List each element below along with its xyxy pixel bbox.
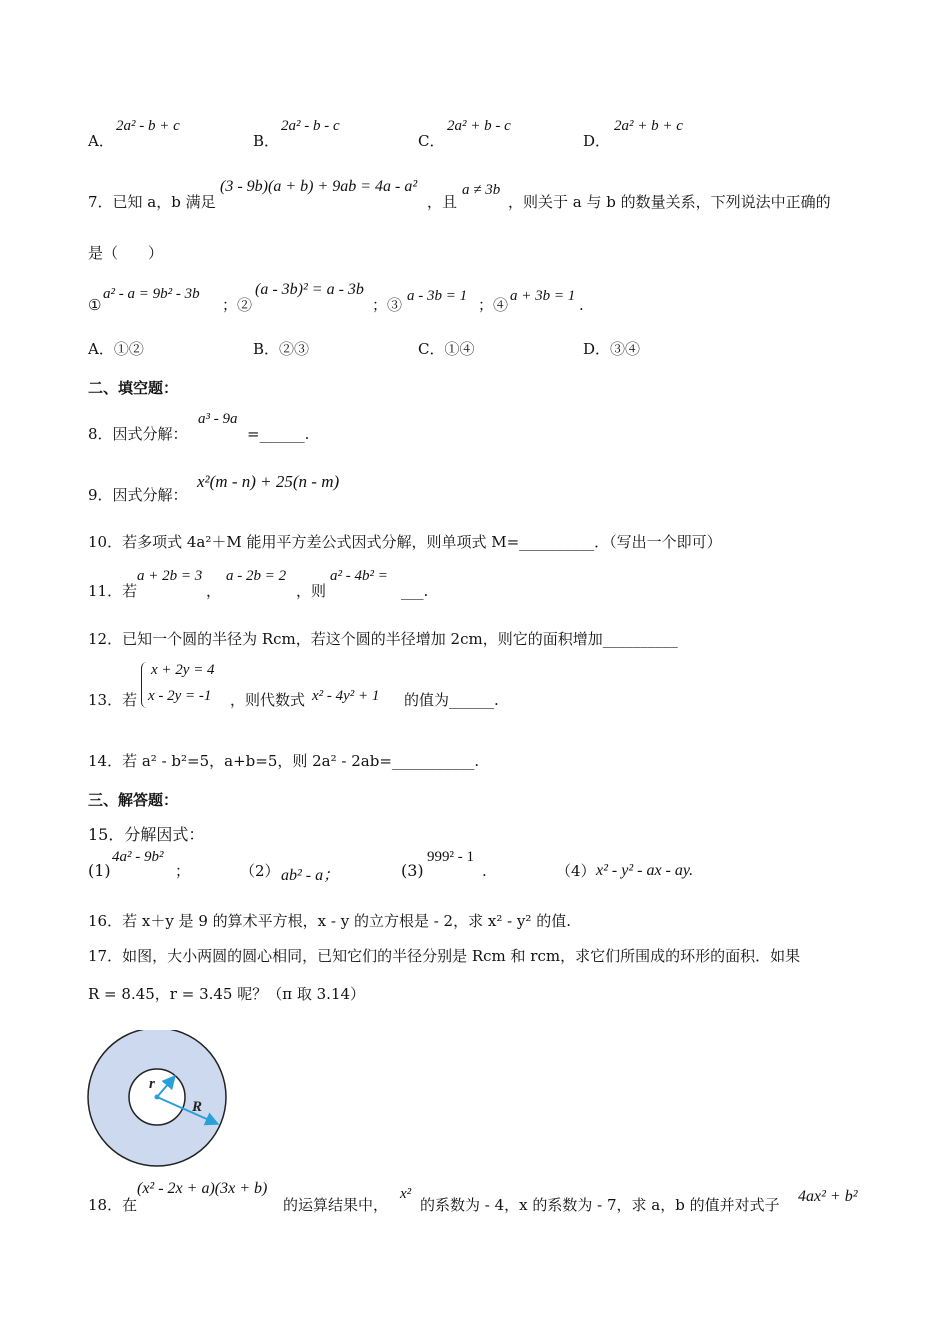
q15-part-2: ab² - a； bbox=[281, 867, 340, 884]
q7-option-d: D．③④ bbox=[583, 340, 641, 358]
q13-expression: x² - 4y² + 1 bbox=[312, 688, 380, 704]
q7-statement-2: (a - 3b)² = a - 3b bbox=[255, 281, 364, 298]
q18-x-squared: x² bbox=[400, 1186, 412, 1202]
section-2-heading: 二、填空题： bbox=[88, 379, 179, 397]
q7-s1-mark: ① bbox=[88, 296, 102, 314]
q15-part-4-label: （4） bbox=[556, 862, 596, 880]
q10-text: 10．若多项式 4a²＋M 能用平方差公式因式分解，则单项式 M=__________．（写出一个即可） bbox=[88, 533, 722, 551]
q11-prefix: 11．若 bbox=[88, 582, 138, 600]
q7-prefix: 7．已知 a，b 满足 bbox=[88, 193, 216, 211]
q15-part-4: x² - y² - ax - ay. bbox=[596, 862, 694, 879]
q7-s2-mark: ；② bbox=[222, 296, 253, 314]
q8-prefix: 8．因式分解： bbox=[88, 425, 188, 443]
q13-suffix: 的值为______. bbox=[404, 691, 499, 709]
q17-line-1: 17．如图，大小两圆的圆心相同，已知它们的半径分别是 Rcm 和 rcm，求它们所围成的环形的面积．如果 bbox=[88, 947, 801, 965]
label-r: r bbox=[149, 1076, 155, 1092]
q6-option-d-label: D． bbox=[583, 132, 611, 150]
q11-sep-1: ， bbox=[206, 582, 222, 600]
q7-suffix: ，则关于 a 与 b 的数量关系，下列说法中正确的 bbox=[508, 193, 831, 211]
q8-suffix: =______. bbox=[247, 425, 310, 443]
q7-option-c: C．①④ bbox=[418, 340, 475, 358]
q14-text: 14．若 a² - b²=5，a+b=5，则 2a² - 2ab=___________. bbox=[88, 752, 480, 770]
q9-prefix: 9．因式分解： bbox=[88, 486, 188, 504]
q11-equation-1: a + 2b = 3 bbox=[137, 568, 203, 584]
q6-option-b: 2a² - b - c bbox=[281, 118, 340, 134]
q11-suffix: ___. bbox=[401, 582, 429, 600]
q11-expression: a² - 4b² = bbox=[330, 568, 388, 584]
q11-equation-2: a - 2b = 2 bbox=[226, 568, 287, 584]
q15-part-3-end: . bbox=[482, 862, 487, 880]
q7-mid: ，且 bbox=[427, 193, 458, 211]
q7-option-b: B．②③ bbox=[253, 340, 310, 358]
q15-part-3: 999² - 1 bbox=[427, 849, 474, 865]
q7-statement-4: a + 3b = 1 bbox=[510, 288, 576, 304]
q7-condition: (3 - 9b)(a + b) + 9ab = 4a - a² bbox=[220, 178, 418, 195]
q15-part-1-end: ； bbox=[175, 862, 191, 880]
section-3-heading: 三、解答题： bbox=[88, 791, 179, 809]
q13-system-brace bbox=[141, 662, 148, 708]
q7-statement-1: a² - a = 9b² - 3b bbox=[103, 286, 200, 302]
q7-end: . bbox=[579, 296, 584, 314]
q15-part-1-label: (1) bbox=[88, 861, 111, 880]
q6-option-c: 2a² + b - c bbox=[447, 118, 511, 134]
q13-equation-2: x - 2y = -1 bbox=[148, 688, 212, 704]
q16-text: 16．若 x＋y 是 9 的算术平方根，x - y 的立方根是 - 2，求 x² - y² 的值. bbox=[88, 912, 571, 930]
q15-part-2-label: （2） bbox=[240, 862, 280, 880]
q15-part-3-label: (3) bbox=[401, 861, 424, 880]
q8-expression: a³ - 9a bbox=[198, 411, 238, 427]
q6-option-d: 2a² + b + c bbox=[614, 118, 683, 134]
q7-line2: 是（ ） bbox=[88, 244, 164, 262]
q6-option-a-label: A． bbox=[88, 132, 114, 150]
q17-line-2: R = 8.45，r = 3.45 呢？（π 取 3.14） bbox=[88, 985, 366, 1003]
q15-part-1: 4a² - 9b² bbox=[112, 849, 164, 865]
q7-option-a: A．①② bbox=[88, 340, 144, 358]
q15-title: 15．分解因式： bbox=[88, 825, 205, 844]
q7-s4-mark: ；④ bbox=[478, 296, 509, 314]
q7-condition-2: a ≠ 3b bbox=[462, 182, 501, 198]
q9-expression: x²(m - n) + 25(n - m) bbox=[197, 472, 340, 491]
q7-s3-mark: ；③ bbox=[372, 296, 403, 314]
q6-option-c-label: C． bbox=[418, 132, 445, 150]
q6-option-a: 2a² - b + c bbox=[116, 118, 180, 134]
q12-text: 12．已知一个圆的半径为 Rcm，若这个圆的半径增加 2cm，则它的面积增加__________ bbox=[88, 630, 678, 648]
q13-prefix: 13．若 bbox=[88, 691, 138, 709]
q18-mid-2: 的系数为 - 4，x 的系数为 - 7，求 a，b 的值并对式子 bbox=[420, 1196, 780, 1214]
q13-equation-1: x + 2y = 4 bbox=[151, 662, 215, 678]
label-R: R bbox=[192, 1099, 203, 1115]
q18-prefix: 18．在 bbox=[88, 1196, 138, 1214]
q6-option-b-label: B． bbox=[253, 132, 280, 150]
annulus-figure bbox=[86, 1030, 230, 1174]
q18-mid-1: 的运算结果中， bbox=[283, 1196, 389, 1214]
q18-tail-expression: 4ax² + b² bbox=[798, 1188, 858, 1205]
q7-statement-3: a - 3b = 1 bbox=[407, 288, 468, 304]
q18-expression: (x² - 2x + a)(3x + b) bbox=[137, 1180, 268, 1197]
q13-mid: ，则代数式 bbox=[230, 691, 306, 709]
q11-sep-2: ，则 bbox=[296, 582, 327, 600]
